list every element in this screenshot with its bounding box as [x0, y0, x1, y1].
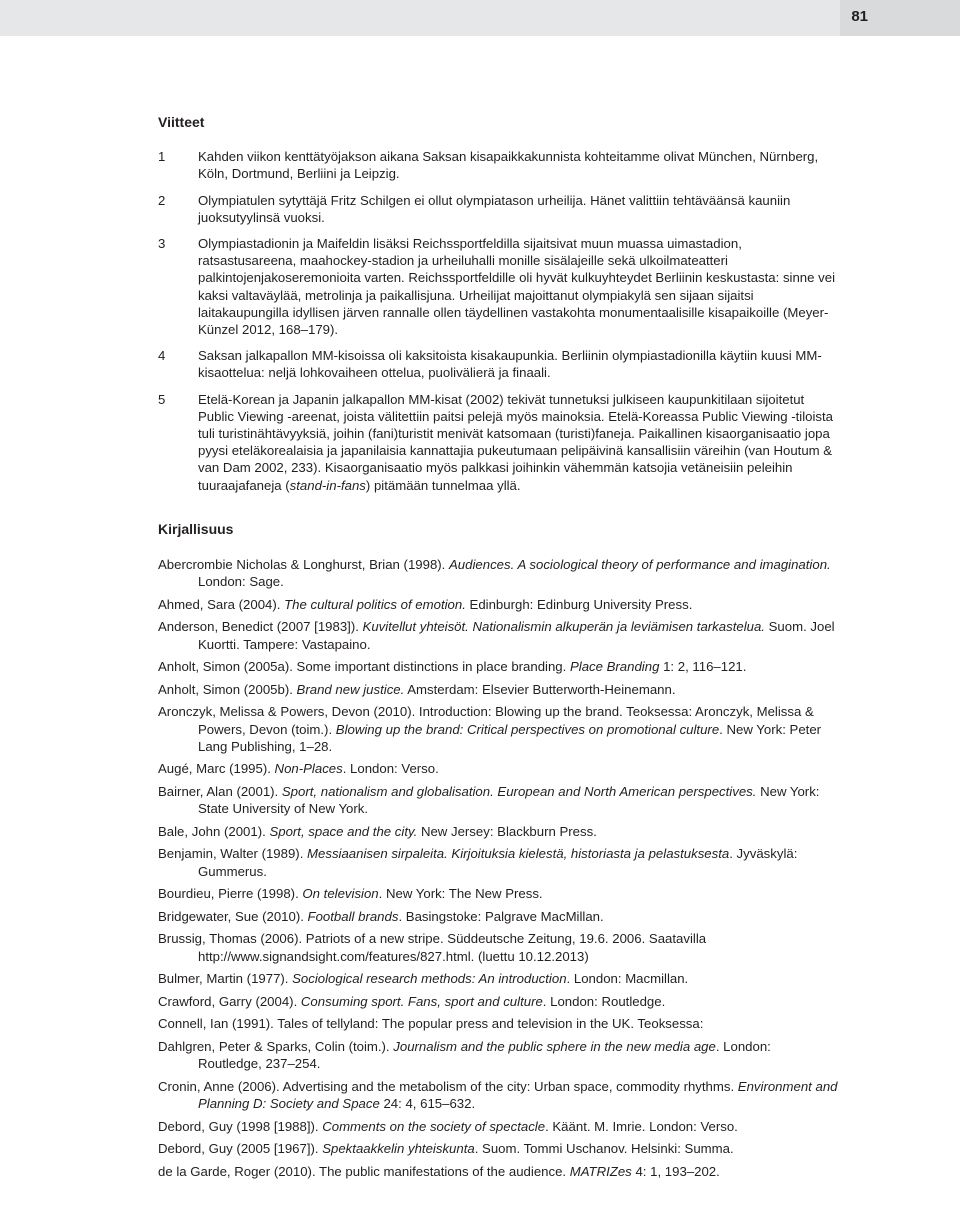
reference-item — [158, 1078, 838, 1112]
note-number: 1 — [158, 149, 166, 165]
reference-text: Brussig, Thomas (2006). Patriots of a new stripe. Süddeutsche Zeitung, 19.6. 2006. Saatavilla http://www.signandsight.com/features/827.html. (luettu 10.12.2013) — [158, 931, 707, 964]
reference-title: Journalism and the public sphere in the new media age — [393, 1038, 716, 1054]
reference-text: London: Sage. — [198, 574, 284, 590]
reference-item — [158, 1015, 838, 1032]
notes-heading: Viitteet — [158, 114, 205, 130]
reference-text: . London: Routledge. — [542, 993, 666, 1009]
reference-text: . London: Verso. — [342, 761, 439, 777]
page-number: 81 — [851, 8, 868, 25]
note-text: Olympiatulen sytyttäjä Fritz Schilgen ei ollut olympiatason urheilija. Hänet valittiin tehtäväänsä kauniin juoksutyylinsä vuoksi. — [198, 192, 791, 225]
reference-title: Consuming sport. Fans, sport and culture — [300, 993, 543, 1009]
reference-title: The cultural politics of emotion. — [284, 596, 466, 612]
reference-title: Environment and Planning D: Society and Space — [198, 1078, 838, 1111]
reference-item — [158, 596, 838, 613]
note-number: 5 — [158, 391, 166, 407]
note-text — [198, 392, 833, 493]
reference-text: 24: 4, 615–632. — [379, 1095, 476, 1111]
note-text: Saksan jalkapallon MM-kisoissa oli kaksitoista kisakaupunkia. Berliinin olympiastadionilla käytiin kuusi MM-kisaottelua: neljä lohkovaiheen ottelua, puolivälierä ja finaali. — [198, 348, 822, 381]
references-list — [158, 556, 838, 1180]
reference-text: Ahmed, Sara (2004). — [158, 596, 285, 612]
reference-text: . Basingstoke: Palgrave MacMillan. — [398, 908, 604, 924]
note-number: 4 — [158, 348, 166, 364]
reference-text: Bourdieu, Pierre (1998). — [158, 886, 303, 902]
reference-text: 4: 1, 193–202. — [631, 1163, 720, 1179]
reference-title: Spektaakkelin yhteiskunta — [322, 1141, 475, 1157]
reference-item — [158, 681, 838, 698]
note-item — [158, 391, 838, 494]
reference-text: Debord, Guy (2005 [1967]). — [158, 1141, 323, 1157]
reference-text: Crawford, Garry (2004). — [158, 993, 301, 1009]
reference-title: Audiences. A sociological theory of performance and imagination. — [449, 557, 831, 573]
reference-text: 1: 2, 116–121. — [659, 659, 747, 675]
reference-item — [158, 783, 838, 817]
reference-text: Debord, Guy (1998 [1988]). — [158, 1118, 323, 1134]
reference-text: Anderson, Benedict (2007 [1983]). — [158, 619, 363, 635]
reference-title: Blowing up the brand: Critical perspectives on promotional culture — [335, 721, 720, 737]
reference-item — [158, 1038, 838, 1072]
reference-title: Sport, space and the city. — [269, 823, 418, 839]
reference-text: Bulmer, Martin (1977). — [158, 971, 293, 987]
references-heading: Kirjallisuus — [158, 520, 234, 537]
reference-title: Sociological research methods: An introduction — [292, 971, 567, 987]
reference-item — [158, 908, 838, 925]
reference-text: . New York: Peter Lang Publishing, 1–28. — [198, 721, 822, 754]
reference-text: Abercrombie Nicholas & Longhurst, Brian (1998). — [158, 557, 450, 573]
reference-item — [158, 1140, 838, 1157]
reference-text: Augé, Marc (1995). — [158, 761, 275, 777]
reference-title: Sport, nationalism and globalisation. European and North American perspectives. — [281, 784, 757, 800]
note-text-part: Etelä-Korean ja Japanin jalkapallon MM-kisat (2002) tekivät tunnetuksi julkiseen kaupunkitilaan sijoitetut Public Viewing -areenat, joista välitettiin paitsi pelejä myös mainoksia. Etelä-Koreassa Public Viewing -tiloista tuli turistinähtävyyksiä, joihin (fani)turistit menivät katsomaan (turisti)faneja. Paikallinen kisaorganisaatio jopa pyysi eteläkorealaisia ja japanilaisia kannattajia pukeutumaan pelipäivinä kansallisiin väreihin (van Houtum & van Dam 2002, 233). Kisaorganisaatio myös palkkasi joihinkin vähemmän katsojia vetäneisiin peleihin tuuraajafaneja ( — [198, 391, 834, 493]
reference-item — [158, 556, 838, 590]
reference-title: Non-Places — [274, 761, 343, 777]
reference-text: Edinburgh: Edinburg University Press. — [465, 596, 693, 612]
reference-item — [158, 845, 838, 879]
reference-text: Bale, John (2001). — [158, 823, 270, 839]
note-item — [158, 235, 838, 338]
reference-text: Cronin, Anne (2006). Advertising and the metabolism of the city: Urban space, commodity rhythms. — [158, 1078, 738, 1094]
notes-list — [158, 148, 838, 494]
reference-title: Brand new justice. — [296, 681, 405, 697]
reference-item — [158, 970, 838, 987]
reference-text: . Jyväskylä: Gummerus. — [198, 846, 798, 879]
reference-title: Comments on the society of spectacle — [322, 1118, 546, 1134]
reference-text: . Käänt. M. Imrie. London: Verso. — [545, 1118, 738, 1134]
reference-title: MATRIZes — [569, 1163, 632, 1179]
note-item — [158, 192, 838, 226]
reference-item — [158, 930, 838, 964]
reference-text: Anholt, Simon (2005b). — [158, 681, 297, 697]
reference-item — [158, 885, 838, 902]
reference-item — [158, 1118, 838, 1135]
reference-text: Benjamin, Walter (1989). — [158, 846, 308, 862]
reference-title: Messiaanisen sirpaleita. Kirjoituksia kielestä, historiasta ja pelastuksesta — [307, 846, 730, 862]
note-number: 3 — [158, 236, 166, 252]
reference-text: Suom. Joel Kuortti. Tampere: Vastapaino. — [198, 619, 835, 652]
note-number: 2 — [158, 192, 166, 208]
page-content — [158, 114, 838, 1185]
reference-item — [158, 760, 838, 777]
reference-text: . Suom. Tommi Uschanov. Helsinki: Summa. — [474, 1141, 734, 1157]
reference-text: . London: Macmillan. — [566, 971, 689, 987]
note-text-part: stand-in-fans — [289, 477, 366, 493]
reference-item — [158, 1163, 838, 1180]
reference-text: Anholt, Simon (2005a). Some important distinctions in place branding. — [158, 659, 570, 675]
reference-item — [158, 658, 838, 675]
reference-item — [158, 823, 838, 840]
header-bar — [0, 0, 960, 36]
reference-title: Place Branding — [569, 659, 660, 675]
reference-text: de la Garde, Roger (2010). The public manifestations of the audience. — [158, 1163, 570, 1179]
reference-item — [158, 703, 838, 755]
note-item — [158, 148, 838, 182]
reference-text: Bridgewater, Sue (2010). — [158, 908, 308, 924]
reference-item — [158, 993, 838, 1010]
note-text: Olympiastadionin ja Maifeldin lisäksi Reichssportfeldilla sijaitsivat muun muassa uimastadion, ratsastusareena, maahockey-stadion ja urheiluhalli monille sisälajeille sekä ulkoilmateatteri palkintojenjakoseremonioita varten. Reichssportfeldille oli hyvät kulkuyhteydet Berliinin keskustasta: sinne vei kaksi valtaväylää, metrolinja ja paikallisjuna. Urheilijat majoittanut olympiakylä sen sijaan sijaitsi laitakaupungilla idyllisen järven rannalle ollen täydellinen vastakohta monumentaalisille kisapaikoille (Meyer-Künzel 2012, 168–179). — [198, 236, 835, 338]
reference-text: Aronczyk, Melissa & Powers, Devon (2010). Introduction: Blowing up the brand. Teoksessa: Aronczyk, Melissa & Powers, Devon (toim.). — [158, 704, 814, 737]
reference-text: . New York: The New Press. — [378, 886, 543, 902]
note-text-part: ) pitämään tunnelmaa yllä. — [365, 477, 521, 493]
reference-text: Bairner, Alan (2001). — [158, 784, 282, 800]
reference-text: New Jersey: Blackburn Press. — [417, 823, 597, 839]
reference-text: Amsterdam: Elsevier Butterworth-Heinemann. — [404, 681, 676, 697]
reference-text: Dahlgren, Peter & Sparks, Colin (toim.). — [158, 1038, 394, 1054]
reference-title: Kuvitellut yhteisöt. Nationalismin alkuperän ja leviämisen tarkastelua. — [362, 619, 765, 635]
reference-title: On television — [302, 886, 379, 902]
reference-title: Football brands — [307, 908, 399, 924]
note-text: Kahden viikon kenttätyöjakson aikana Saksan kisapaikkakunnista kohteitamme olivat München, Nürnberg, Köln, Dortmund, Berliini ja Leipzig. — [198, 149, 819, 182]
reference-item — [158, 618, 838, 652]
reference-text: . London: Routledge, 237–254. — [198, 1038, 771, 1072]
note-item — [158, 347, 838, 381]
reference-text: New York: State University of New York. — [198, 784, 820, 817]
reference-text: Connell, Ian (1991). Tales of tellyland: The popular press and television in the UK. Teoksessa: — [158, 1016, 704, 1032]
